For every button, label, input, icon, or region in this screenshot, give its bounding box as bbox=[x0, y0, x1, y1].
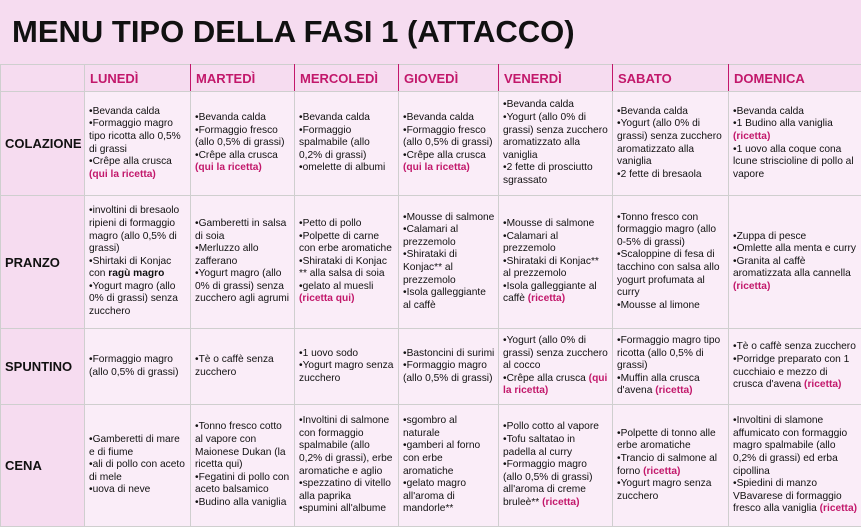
recipe-link[interactable]: (ricetta) bbox=[733, 130, 771, 142]
day-header: VENERDÌ bbox=[499, 65, 613, 92]
menu-item: •Yogurt (allo 0% di grassi) senza zucchero aromatizzato alla vaniglia bbox=[617, 118, 722, 168]
menu-cell bbox=[399, 92, 499, 196]
menu-item: •Yogurt (allo 0% di grassi) senza zucchero al cocco bbox=[503, 335, 608, 372]
menu-item: •Bevanda calda bbox=[617, 105, 688, 117]
menu-item: •Crêpe alla crusca bbox=[403, 149, 486, 161]
menu-item bbox=[403, 162, 495, 175]
menu-item: •Polpette di tonno alle erbe aromatiche bbox=[617, 427, 716, 452]
menu-item: •spezzatino di vitello alla paprika bbox=[299, 478, 391, 502]
menu-item: •spumini all'albume bbox=[299, 503, 387, 515]
day-header: MARTEDÌ bbox=[191, 65, 295, 92]
menu-cell bbox=[729, 405, 861, 527]
menu-item: •involtini di bresaolo ripieni di formaggio magro (allo 0,5% di grassi) bbox=[89, 205, 180, 255]
day-header: SABATO bbox=[613, 65, 729, 92]
menu-item: •Formaggio fresco (allo 0,5% di grassi) bbox=[195, 124, 285, 149]
menu-item: •Yogurt (allo 0% di grassi) senza zucchero aromatizzato alla vaniglia bbox=[503, 112, 608, 161]
menu-cell bbox=[499, 196, 613, 329]
recipe-link[interactable]: (ricetta) bbox=[655, 385, 693, 397]
menu-item: •uova di neve bbox=[89, 484, 151, 496]
menu-item: •1 Budino alla vaniglia (ricetta) bbox=[733, 118, 833, 142]
menu-item: •Mousse al limone bbox=[617, 299, 700, 311]
menu-cell bbox=[399, 405, 499, 527]
menu-cell bbox=[295, 405, 399, 527]
day-header: GIOVEDÌ bbox=[399, 65, 499, 92]
header-row bbox=[1, 65, 861, 92]
menu-item: •Spiedini di manzo VBavarese di formaggio fresco alla vaniglia (ricetta) bbox=[733, 478, 858, 515]
menu-item: •Trancio di salmone al forno (ricetta) bbox=[617, 452, 718, 477]
title-bar bbox=[0, 0, 861, 64]
menu-item: •Mousse di salmone bbox=[503, 217, 595, 229]
meal-label: PRANZO bbox=[1, 196, 85, 329]
day-header: LUNEDÌ bbox=[85, 65, 191, 92]
recipe-link[interactable]: (ricetta qui) bbox=[299, 293, 355, 305]
menu-item: •gamberi al forno con erbe aromatiche bbox=[403, 440, 481, 477]
menu-cell bbox=[499, 405, 613, 527]
menu-cell bbox=[399, 329, 499, 405]
menu-item: •Bevanda calda bbox=[195, 112, 266, 124]
menu-item: •Porridge preparato con 1 cucchiaio e mezzo di crusca d'avena (ricetta) bbox=[733, 353, 850, 391]
menu-item: •sgombro al naturale bbox=[403, 415, 457, 439]
menu-item: •Isola galleggiante al caffè bbox=[403, 287, 486, 311]
meal-row bbox=[1, 405, 861, 527]
menu-item: •Bastoncini di surimi bbox=[403, 347, 495, 359]
meal-label: COLAZIONE bbox=[1, 92, 85, 196]
menu-item: •Tonno fresco con formaggio magro (allo 0-5% di grassi) bbox=[617, 211, 717, 248]
menu-item: •Crêpe alla crusca bbox=[195, 149, 278, 161]
menu-item: •Gamberetti di mare e di fiume bbox=[89, 434, 180, 458]
recipe-link[interactable]: (qui la ricetta) bbox=[503, 372, 608, 397]
recipe-link[interactable]: (ricetta) bbox=[819, 503, 858, 515]
menu-cell bbox=[613, 329, 729, 405]
recipe-link[interactable]: (ricetta) bbox=[643, 465, 681, 477]
menu-cell bbox=[295, 92, 399, 196]
menu-cell bbox=[191, 405, 295, 527]
menu-item: •Tofu saltatao in padella al curry bbox=[503, 434, 576, 458]
menu-item: •Calamari al prezzemolo bbox=[503, 230, 559, 255]
menu-cell bbox=[613, 196, 729, 329]
menu-item: •omelette di albumi bbox=[299, 162, 386, 174]
menu-item: •Yogurt magro senza zucchero bbox=[299, 360, 394, 384]
recipe-link[interactable]: (qui la ricetta) bbox=[195, 162, 262, 174]
menu-item: •Budino alla vaniglia bbox=[195, 496, 287, 508]
menu-item: •Formaggio fresco (allo 0,5% di grassi) bbox=[403, 124, 493, 149]
menu-item bbox=[195, 162, 291, 175]
menu-item: •Shirataki di Konjac ** alla salsa di soia bbox=[299, 255, 387, 280]
corner-cell bbox=[1, 65, 85, 92]
menu-item: •Involtini di salmone con formaggio spalmabile (allo 0,2% di grassi), erbe aromatiche e aglio bbox=[299, 415, 393, 477]
menu-item: •Yogurt magro (allo 0% di grassi) senza zucchero agli agrumi bbox=[195, 268, 289, 305]
menu-cell bbox=[295, 329, 399, 405]
menu-item: •Calamari al prezzemolo bbox=[403, 224, 459, 248]
recipe-link[interactable]: (qui la ricetta) bbox=[89, 168, 156, 180]
menu-item: •1 uovo sodo bbox=[299, 347, 359, 359]
menu-item: •Merluzzo allo zafferano bbox=[195, 243, 259, 267]
menu-item: •Involtini di slamone affumicato con formaggio magro spalmabile (allo 0,2% di grassi) ed erba cipollina bbox=[733, 415, 848, 477]
menu-item: •Formaggio magro (allo 0,5% di grassi) bbox=[403, 360, 493, 384]
recipe-link[interactable]: (ricetta) bbox=[527, 293, 566, 305]
meal-label: CENA bbox=[1, 405, 85, 527]
menu-item: •Bevanda calda bbox=[733, 105, 804, 117]
menu-item: •Shirtaki di Konjac con ragù magro bbox=[89, 255, 172, 280]
menu-item: •Formaggio magro tipo ricotta allo 0,5% di grassi bbox=[89, 118, 181, 155]
menu-item: •Formaggio magro (allo 0,5% di grassi) bbox=[89, 353, 179, 378]
recipe-link[interactable]: (ricetta) bbox=[733, 280, 771, 292]
recipe-link[interactable]: (qui la ricetta) bbox=[403, 162, 470, 174]
menu-item bbox=[89, 169, 187, 182]
menu-item: •Isola galleggiante al caffè (ricetta) bbox=[503, 280, 597, 305]
menu-cell bbox=[85, 196, 191, 329]
menu-item: •1 uovo alla coque cona lcune striscioline di pollo al vapore bbox=[733, 143, 854, 180]
menu-cell bbox=[85, 405, 191, 527]
menu-item: •Scaloppine di fesa di tacchino con salsa allo yogurt profumata al curry bbox=[617, 249, 720, 299]
menu-item: •Formaggio magro (allo 0,5% di grassi) all'aroma di creme bruleè** (ricetta) bbox=[503, 459, 593, 508]
menu-cell bbox=[191, 329, 295, 405]
menu-cell bbox=[729, 196, 861, 329]
menu-cell bbox=[399, 196, 499, 329]
menu-item: •Shirataki di Konjac** al prezzemolo bbox=[503, 255, 599, 280]
menu-item: •Yogurt magro (allo 0% di grassi) senza zucchero bbox=[89, 280, 178, 318]
menu-item: •Yogurt magro senza zucchero bbox=[617, 478, 712, 502]
menu-table bbox=[0, 64, 861, 527]
menu-item: •gelato magro all'aroma di mandorle** bbox=[403, 478, 467, 515]
day-header: MERCOLEDÌ bbox=[295, 65, 399, 92]
menu-item: •Petto di pollo bbox=[299, 217, 362, 229]
menu-cell bbox=[729, 329, 861, 405]
menu-item: •Tè o caffè senza zucchero bbox=[733, 341, 856, 353]
menu-item: •Shirataki di Konjac** al prezzemolo bbox=[403, 249, 457, 286]
menu-cell bbox=[191, 92, 295, 196]
menu-item: •Polpette di carne con erbe aromatiche bbox=[299, 230, 392, 255]
menu-item: •gelato al muesli (ricetta qui) bbox=[299, 280, 374, 305]
menu-cell bbox=[85, 329, 191, 405]
menu-cell bbox=[295, 196, 399, 329]
menu-cell bbox=[191, 196, 295, 329]
menu-cell bbox=[613, 92, 729, 196]
page-title: MENU TIPO DELLA FASI 1 (ATTACCO) bbox=[12, 14, 575, 49]
menu-item: •Gamberetti in salsa di soia bbox=[195, 217, 287, 242]
day-header: DOMENICA bbox=[729, 65, 861, 92]
menu-item: •2 fette di bresaola bbox=[617, 168, 702, 180]
menu-cell bbox=[613, 405, 729, 527]
menu-item: •Zuppa di pesce bbox=[733, 230, 807, 242]
meal-label: SPUNTINO bbox=[1, 329, 85, 405]
menu-item: •Crêpe alla crusca (qui la ricetta) bbox=[503, 372, 608, 397]
menu-item: •Mousse di salmone bbox=[403, 211, 495, 223]
menu-item: •Bevanda calda bbox=[403, 112, 474, 124]
recipe-link: ragù magro bbox=[108, 268, 165, 280]
menu-item: •Muffin alla crusca d'avena (ricetta) bbox=[617, 372, 700, 397]
menu-cell bbox=[729, 92, 861, 196]
menu-item: •Bevanda calda bbox=[299, 112, 370, 124]
meal-row bbox=[1, 92, 861, 196]
menu-item: •Bevanda calda bbox=[89, 105, 160, 117]
menu-item: •ali di pollo con aceto di mele bbox=[89, 459, 185, 483]
menu-item: •2 fette di prosciutto sgrassato bbox=[503, 162, 593, 186]
meal-row bbox=[1, 196, 861, 329]
menu-body bbox=[1, 92, 861, 527]
menu-cell bbox=[499, 92, 613, 196]
meal-row bbox=[1, 329, 861, 405]
menu-item: •Omlette alla menta e curry bbox=[733, 243, 857, 255]
menu-item: •Bevanda calda bbox=[503, 99, 574, 111]
menu-item: •Formaggio spalmabile (allo 0,2% di grassi) bbox=[299, 124, 370, 161]
recipe-link[interactable]: (ricetta) bbox=[804, 379, 842, 391]
recipe-link[interactable]: (ricetta) bbox=[542, 496, 580, 508]
menu-item: •Formaggio magro tipo ricotta (allo 0,5% di grassi) bbox=[617, 335, 721, 372]
menu-item: •Tonno fresco cotto al vapore con Maionese Dukan (la ricetta qui) bbox=[195, 421, 286, 471]
menu-item: •Fegatini di pollo con aceto balsamico bbox=[195, 471, 290, 496]
menu-item: •Crêpe alla crusca bbox=[89, 156, 172, 168]
menu-cell bbox=[499, 329, 613, 405]
menu-item: •Tè o caffè senza zucchero bbox=[195, 353, 274, 378]
menu-item: •Granita al caffè aromatizzata alla cannella (ricetta) bbox=[733, 255, 851, 292]
menu-cell bbox=[85, 92, 191, 196]
menu-item: •Pollo cotto al vapore bbox=[503, 421, 599, 433]
